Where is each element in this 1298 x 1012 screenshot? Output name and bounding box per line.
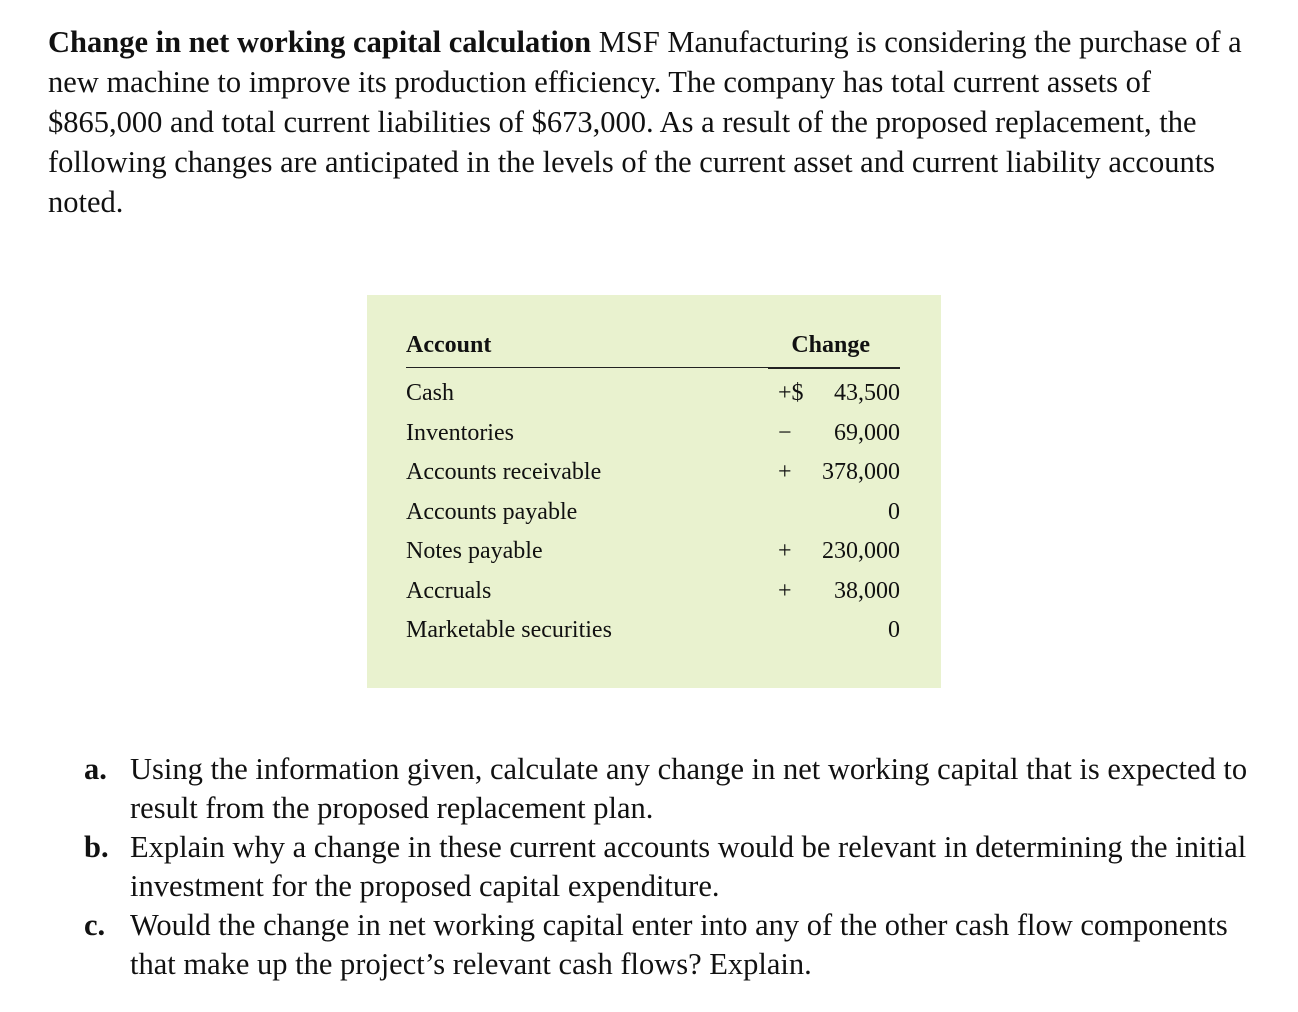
account-name: Accruals <box>406 577 492 604</box>
change-sign: − <box>778 419 792 446</box>
account-name: Cash <box>406 380 454 406</box>
account-name: Marketable securities <box>406 617 612 643</box>
accounts-table <box>406 329 900 653</box>
table-row <box>406 495 900 535</box>
question-list <box>84 750 1264 984</box>
problem-title: Change in net working capital calculation <box>48 25 592 59</box>
problem-intro <box>48 22 1248 222</box>
question-item <box>84 828 1264 906</box>
change-amount: 0 <box>888 617 900 643</box>
header-change-rule <box>768 368 900 369</box>
account-name: Accounts receivable <box>406 459 602 485</box>
account-name: Accounts payable <box>406 498 578 525</box>
change-amount: 230,000 <box>822 538 900 564</box>
table-row <box>406 416 900 456</box>
table-body <box>406 376 900 653</box>
table-row <box>406 613 900 653</box>
change-amount: 378,000 <box>822 459 900 485</box>
question-letter: c. <box>84 908 106 942</box>
change-amount: 43,500 <box>834 380 900 406</box>
change-amount: 69,000 <box>834 419 900 446</box>
change-sign: + <box>778 459 792 485</box>
change-sign: +$ <box>778 380 804 406</box>
question-letter: a. <box>84 752 107 786</box>
header-account: Account <box>406 332 492 358</box>
question-item <box>84 906 1264 984</box>
account-name: Notes payable <box>406 538 543 564</box>
change-sign: + <box>778 577 792 604</box>
question-text: Explain why a change in these current accounts would be relevant in determining the initial investment for the proposed capital expenditure. <box>130 830 1247 903</box>
change-amount: 38,000 <box>834 577 900 604</box>
table-row <box>406 455 900 495</box>
table-row <box>406 376 900 416</box>
question-text: Would the change in net working capital enter into any of the other cash flow components that make up the project’s relevant cash flows? Explain. <box>130 908 1228 981</box>
question-item <box>84 750 1264 828</box>
change-sign: + <box>778 538 792 564</box>
problem-text: MSF Manufacturing is considering the purchase of a new machine to improve its production efficiency. The company has total current assets of $865,000 and total current liabilities of $673,000. As a result of the proposed replacement, the following changes are anticipated in the levels of the current asset and current liability accounts noted. <box>48 25 1242 219</box>
question-letter: b. <box>84 830 109 864</box>
account-name: Inventories <box>406 419 514 446</box>
header-change: Change <box>791 332 870 358</box>
table-header <box>406 329 900 368</box>
question-text: Using the information given, calculate any change in net working capital that is expected to result from the proposed replacement plan. <box>130 752 1248 825</box>
accounts-table-panel <box>367 295 941 688</box>
change-amount: 0 <box>888 498 900 525</box>
table-row <box>406 574 900 614</box>
table-row <box>406 534 900 574</box>
